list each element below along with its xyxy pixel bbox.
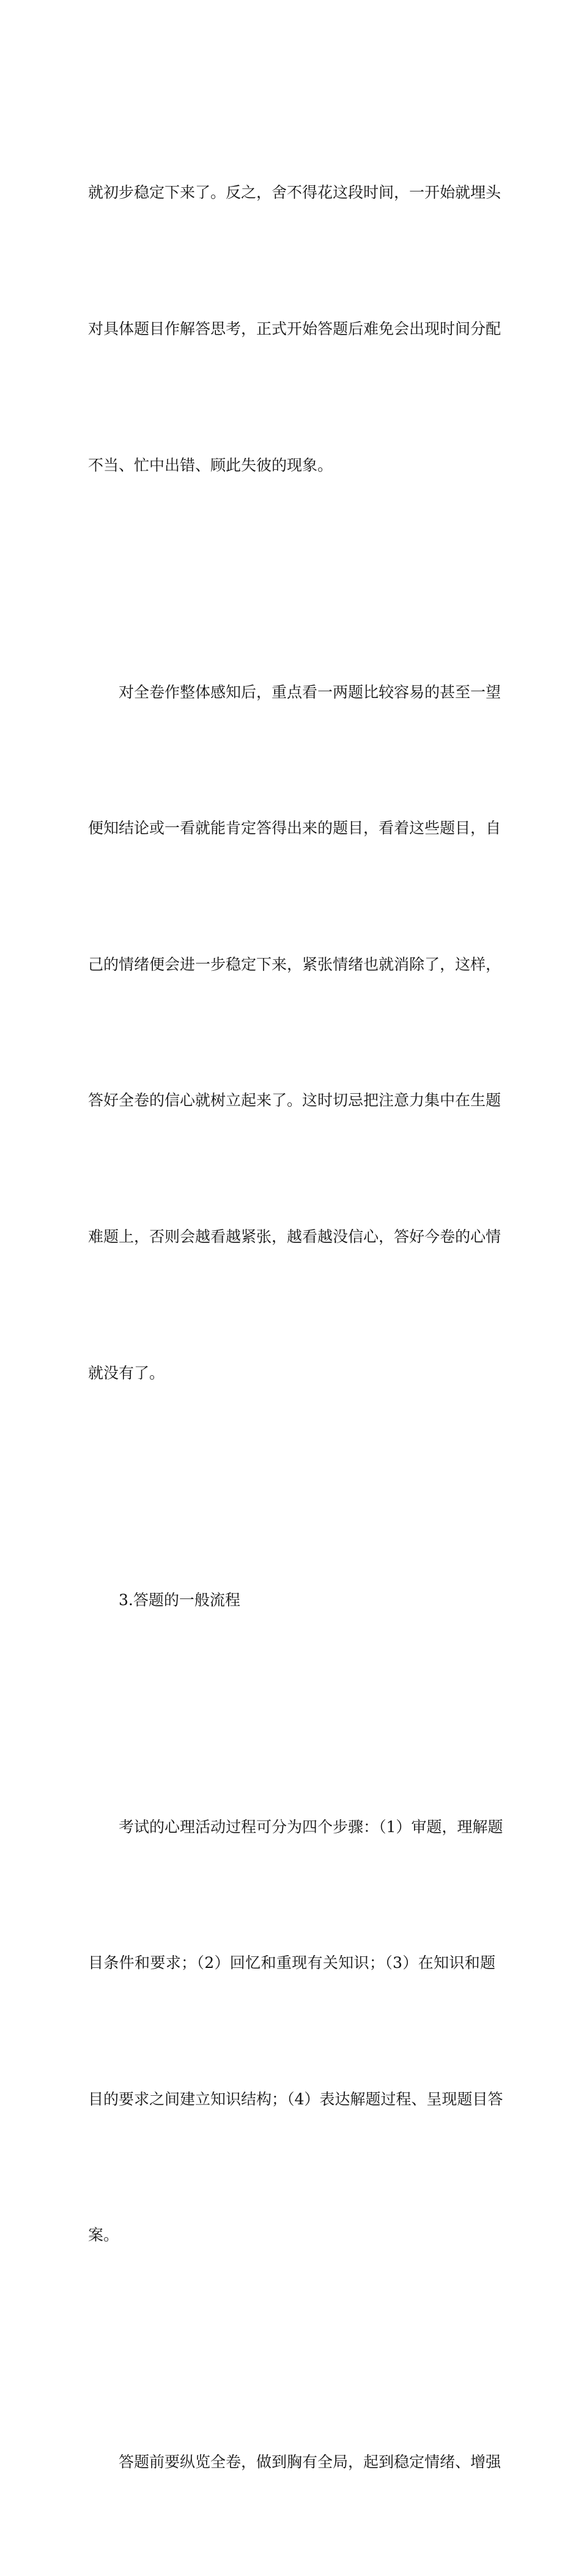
text-line: 难题上，否则会越看越紧张，越看越没信心，答好今卷的心情: [88, 1227, 501, 1245]
paragraph-4: [88, 2349, 501, 2576]
text-line: 就初步稳定下来了。反之，舍不得花这段时间，一开始就埋头: [88, 184, 501, 202]
text-line: 己的情绪便会进一步稳定下来，紧张情绪也就消除了，这样，: [88, 955, 501, 973]
text-line: 目条件和要求；（2）回忆和重现有关知识；（3）在知识和题: [88, 1954, 495, 1972]
text-line: 答题前要纵览全卷，做到胸有全局，起到稳定情绪、增强: [119, 2453, 501, 2471]
text-line: 对具体题目作解答思考，正式开始答题后难免会出现时间分配: [88, 320, 501, 338]
text-line: 答好全卷的信心就树立起来了。这时切忌把注意力集中在生题: [88, 1091, 501, 1110]
heading-line: 3.答题的一般流程: [119, 1591, 240, 1609]
text-line: 不当、忙中出错、顾此失彼的现象。: [88, 456, 333, 474]
paragraph-2: [88, 579, 501, 1487]
body-text: [88, 80, 503, 2576]
text-line: 对全卷作整体感知后，重点看一两题比较容易的甚至一望: [119, 683, 501, 701]
paragraph-1: [88, 80, 501, 579]
text-line: 考试的心理活动过程可分为四个步骤：（1）审题，理解题: [119, 1817, 503, 1836]
text-line: 案。: [88, 2226, 119, 2244]
text-line: 便知结论或一看就能肯定答得出来的题目，看着这些题目，自: [88, 819, 501, 837]
text-line: 就没有了。: [88, 1364, 165, 1382]
text-line: 目的要求之间建立知识结构；（4）表达解题过程、呈现题目答: [88, 2090, 503, 2108]
section-heading: [88, 1487, 495, 1713]
paragraph-3: [88, 1713, 503, 2349]
